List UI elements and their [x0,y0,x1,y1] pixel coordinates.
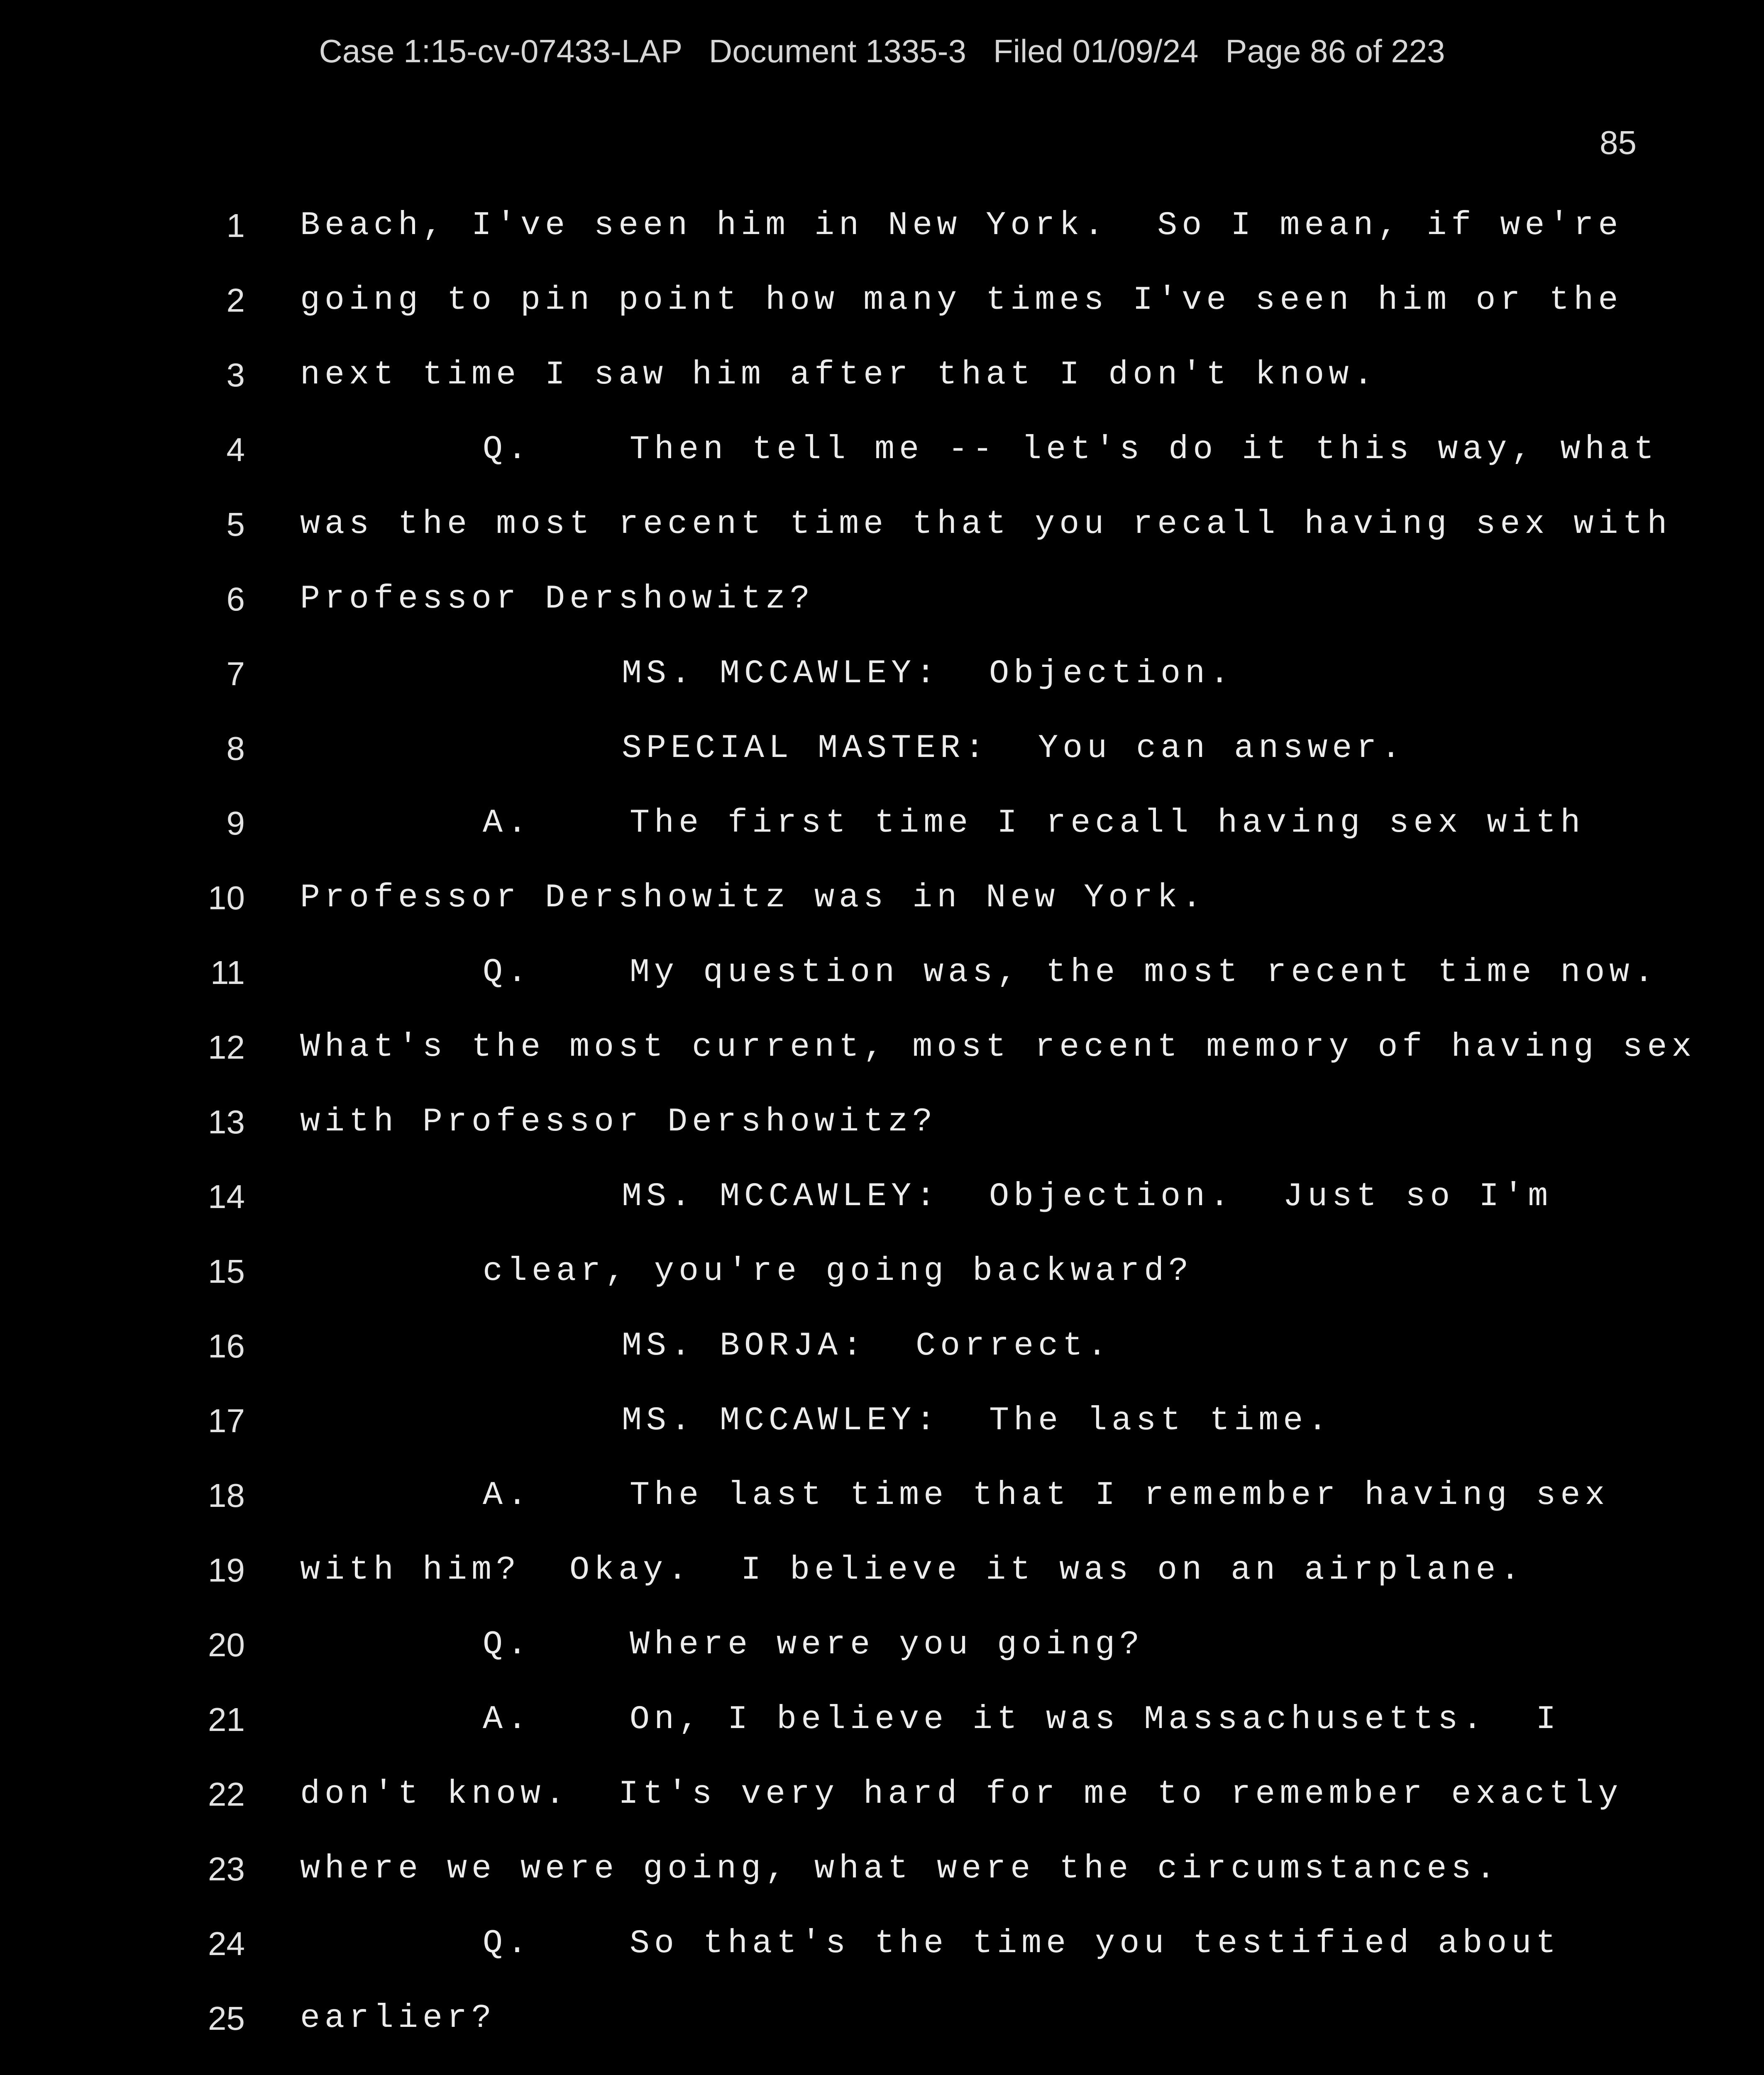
line-text: clear, you're going backward? [483,1252,1193,1290]
transcript-line [0,1848,1764,1923]
line-number: 11 [210,954,245,991]
transcript-line [0,803,1764,877]
line-text: was the most recent time that you recall having sex with [300,505,1672,543]
transcript-line [0,1699,1764,1774]
line-number: 3 [226,356,245,393]
line-text: Professor Dershowitz? [300,580,815,618]
transcript-line [0,728,1764,803]
transcript-line [0,579,1764,653]
line-number: 9 [226,805,245,842]
transcript-line [0,1326,1764,1400]
line-number: 14 [208,1178,245,1215]
line-number: 23 [208,1850,245,1887]
line-text: Beach, I've seen him in New York. So I mean, if we're [300,207,1623,244]
line-text: with him? Okay. I believe it was on an airplane. [300,1551,1525,1589]
line-text: earlier? [300,1999,496,2037]
transcript-line [0,429,1764,504]
line-text: SPECIAL MASTER: You can answer. [622,730,1406,767]
line-text: MS. MCCAWLEY: Objection. Just so I'm [622,1178,1553,1216]
line-number: 19 [208,1552,245,1589]
line-text: Professor Dershowitz was in New York. [300,879,1207,917]
line-number: 10 [208,879,245,916]
line-number: 7 [226,655,245,692]
line-text: MS. MCCAWLEY: Objection. [622,655,1234,693]
line-text: where we were going, what were the circumstances. [300,1850,1500,1888]
transcript-line [0,354,1764,429]
line-number: 15 [208,1253,245,1290]
line-text: next time I saw him after that I don't know. [300,356,1378,394]
line-number: 1 [226,207,245,244]
line-text: Q. Where were you going? [483,1626,1144,1664]
transcript-page-number: 85 [1600,124,1637,161]
transcript-line [0,1176,1764,1251]
transcript-line [0,1400,1764,1475]
line-number: 13 [208,1103,245,1140]
line-text: A. The last time that I remember having sex [483,1477,1610,1514]
line-number: 16 [208,1328,245,1365]
line-number: 25 [208,2000,245,2037]
line-text: don't know. It's very hard for me to remember exactly [300,1775,1623,1813]
transcript-line [0,653,1764,728]
transcript-line [0,877,1764,952]
transcript-line [0,1550,1764,1624]
transcript-line [0,504,1764,579]
line-number: 24 [208,1925,245,1962]
line-text: A. The first time I recall having sex with [483,804,1585,842]
transcript-line [0,1774,1764,1848]
line-number: 8 [226,730,245,767]
transcript-line [0,1923,1764,1998]
line-number: 6 [226,581,245,618]
transcript-body [0,205,1764,2073]
transcript-line [0,280,1764,354]
transcript-line [0,1624,1764,1699]
line-number: 17 [208,1402,245,1439]
line-number: 2 [226,282,245,319]
line-text: Q. Then tell me -- let's do it this way, what [483,431,1659,469]
line-text: What's the most current, most recent memory of having sex [300,1028,1696,1066]
transcript-line [0,1998,1764,2073]
transcript-line [0,1027,1764,1101]
line-number: 18 [208,1477,245,1514]
transcript-line [0,1251,1764,1326]
line-number: 12 [208,1029,245,1066]
line-text: going to pin point how many times I've seen him or the [300,281,1623,319]
line-number: 20 [208,1626,245,1663]
line-number: 21 [208,1701,245,1738]
line-text: Q. My question was, the most recent time now. [483,954,1659,991]
transcript-line [0,1475,1764,1550]
line-text: A. On, I believe it was Massachusetts. I [483,1701,1561,1738]
transcript-line [0,952,1764,1027]
line-text: Q. So that's the time you testified about [483,1925,1561,1963]
line-text: MS. BORJA: Correct. [622,1327,1112,1365]
line-text: with Professor Dershowitz? [300,1103,937,1141]
court-filing-header: Case 1:15-cv-07433-LAP Document 1335-3 Filed 01/09/24 Page 86 of 223 [319,33,1445,69]
line-number: 4 [226,431,245,468]
line-number: 22 [208,1776,245,1813]
line-number: 5 [226,506,245,543]
transcript-line [0,205,1764,280]
line-text: MS. MCCAWLEY: The last time. [622,1402,1332,1440]
transcript-line [0,1101,1764,1176]
